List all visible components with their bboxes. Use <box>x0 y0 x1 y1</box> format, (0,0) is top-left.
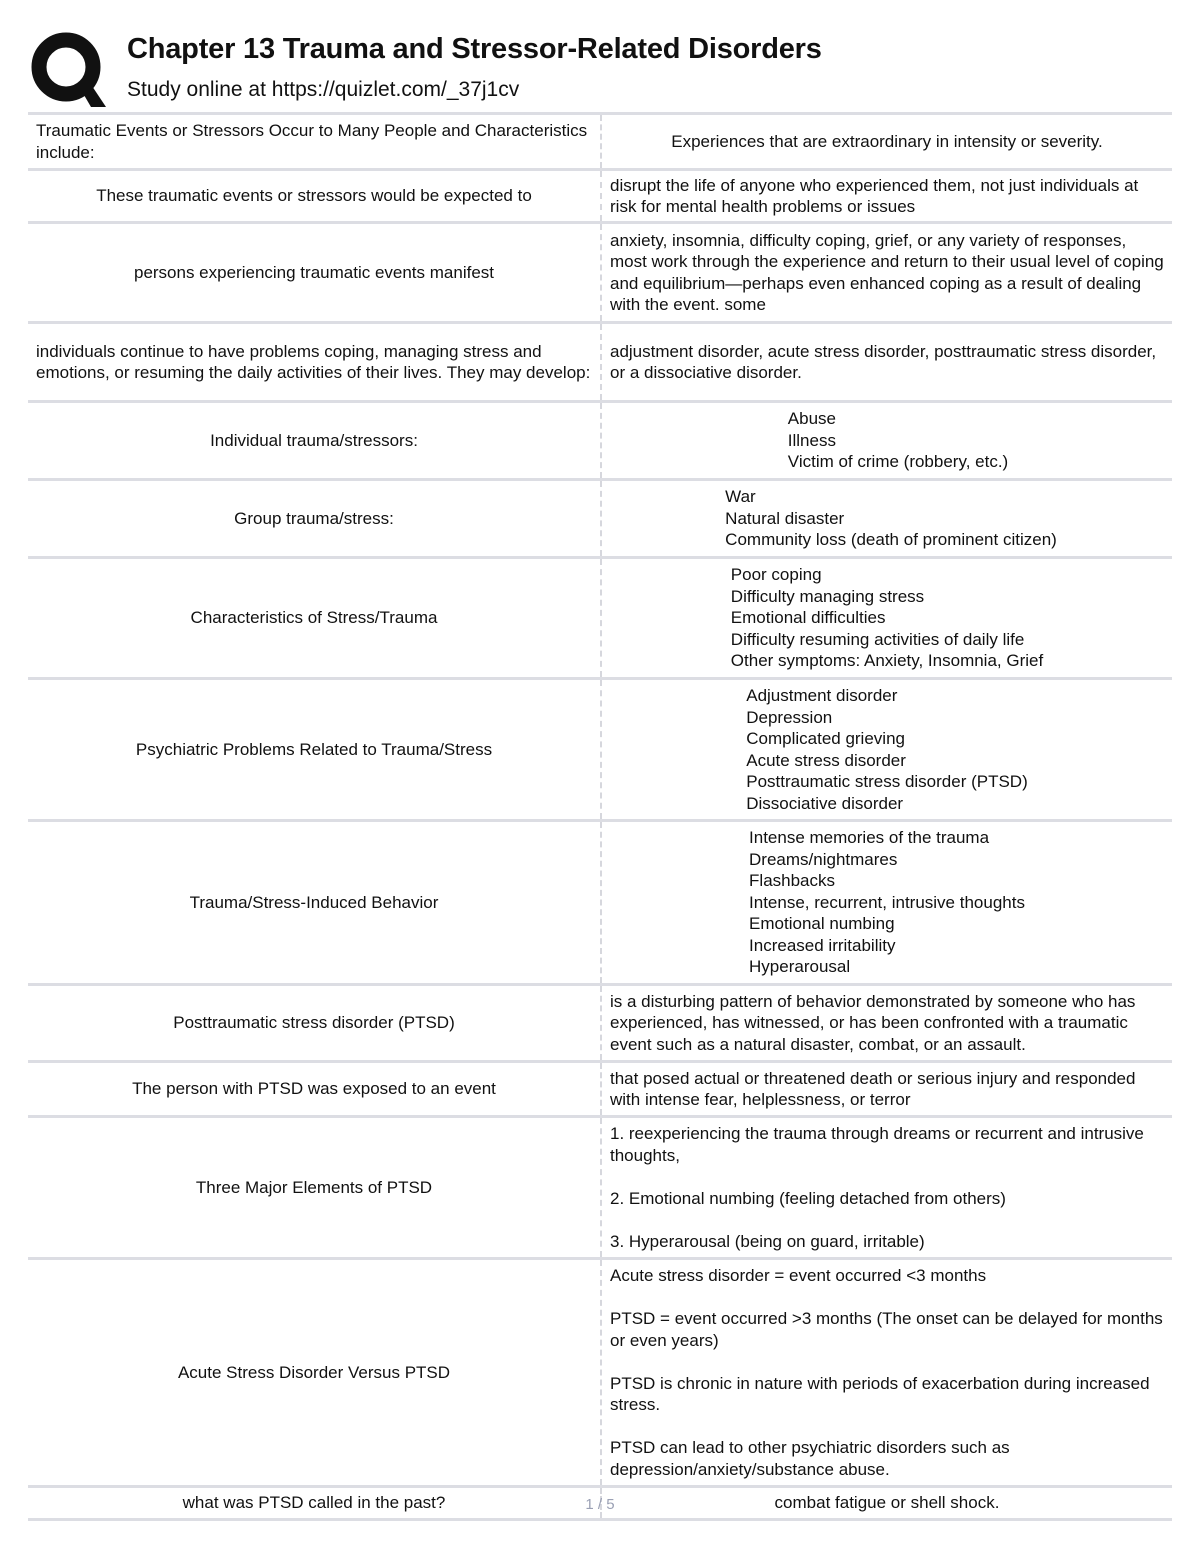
card-definition: combat fatigue or shell shock. <box>600 1488 1172 1518</box>
flashcard-row <box>28 1063 1172 1118</box>
quizlet-logo-icon <box>30 31 106 107</box>
flashcard-row <box>28 680 1172 822</box>
definition-line: Community loss (death of prominent citizen) <box>725 530 1057 550</box>
definition-line: Difficulty resuming activities of daily life <box>730 629 1025 649</box>
card-definition: disrupt the life of anyone who experienced them, not just individuals at risk for mental health problems or issues <box>600 171 1172 221</box>
definition-line: Victim of crime (robbery, etc.) <box>787 452 1009 472</box>
card-term: persons experiencing traumatic events manifest <box>133 262 494 282</box>
definition-line: Hyperarousal <box>749 957 851 977</box>
card-term: what was PTSD called in the past? <box>182 1493 446 1513</box>
card-definition: is a disturbing pattern of behavior demonstrated by someone who has experienced, has witnessed, or has been confronted with a traumatic event such as a natural disaster, combat, or an assault. <box>600 986 1172 1060</box>
definition-paragraph: PTSD is chronic in nature with periods of exacerbation during increased stress. <box>610 1373 1150 1414</box>
flashcard-row <box>28 324 1172 403</box>
definition-line: Emotional numbing <box>749 914 895 934</box>
flashcard-row <box>28 1118 1172 1260</box>
card-definition: anxiety, insomnia, difficulty coping, grief, or any variety of responses, most work through the experience and return to their usual level of coping and equilibrium—perhaps even enhanced coping as a result of dealing with the event. some <box>600 224 1172 321</box>
definition-line: Illness <box>787 430 836 450</box>
definition-line: Natural disaster <box>725 508 845 528</box>
definition-line: Complicated grieving <box>746 729 905 748</box>
card-term: These traumatic events or stressors would be expected to <box>96 186 532 206</box>
definition-line: Adjustment disorder <box>746 686 898 705</box>
definition-paragraph: 1. reexperiencing the trauma through dreams or recurrent and intrusive thoughts, <box>610 1124 1144 1165</box>
flashcard-row <box>28 403 1172 481</box>
definition-line: Posttraumatic stress disorder (PTSD) <box>746 772 1028 791</box>
definition-paragraph: 2. Emotional numbing (feeling detached from others) <box>610 1188 1006 1208</box>
definition-line: Dissociative disorder <box>746 793 904 813</box>
definition-paragraph: PTSD can lead to other psychiatric disorders such as depression/anxiety/substance abuse. <box>610 1438 1010 1479</box>
definition-line: Emotional difficulties <box>730 608 886 628</box>
flashcard-row <box>28 481 1172 559</box>
flashcard-row <box>28 115 1172 171</box>
definition-line: Increased irritability <box>749 935 896 955</box>
flashcard-row <box>28 986 1172 1063</box>
card-term: Characteristics of Stress/Trauma <box>190 608 438 628</box>
definition-paragraph: Acute stress disorder = event occurred <3 months <box>610 1266 987 1285</box>
card-term: Traumatic Events or Stressors Occur to Many People and Characteristics include: <box>36 121 588 162</box>
card-definition <box>600 1260 1172 1485</box>
flashcard-row <box>28 1260 1172 1488</box>
flashcard-row <box>28 171 1172 224</box>
card-definition <box>600 822 1172 983</box>
card-definition <box>600 559 1172 677</box>
definition-line: War <box>725 487 756 507</box>
card-term: Posttraumatic stress disorder (PTSD) <box>173 1013 455 1033</box>
page-header <box>28 28 1178 112</box>
study-link[interactable]: Study online at https://quizlet.com/_37j1cv <box>127 78 520 101</box>
flashcard-table <box>28 112 1172 1521</box>
definition-line: Depression <box>746 707 833 727</box>
card-definition <box>600 1118 1172 1257</box>
flashcard-row <box>28 822 1172 986</box>
card-term: Psychiatric Problems Related to Trauma/Stress <box>135 739 493 759</box>
card-definition <box>600 680 1172 819</box>
card-term: Individual trauma/stressors: <box>210 430 418 450</box>
card-term: Group trauma/stress: <box>234 508 394 528</box>
definition-line: Acute stress disorder <box>746 750 906 770</box>
card-term: Acute Stress Disorder Versus PTSD <box>177 1362 451 1382</box>
definition-line: Dreams/nightmares <box>749 849 898 869</box>
definition-line: Poor coping <box>730 565 822 585</box>
definition-paragraph: PTSD = event occurred >3 months (The onset can be delayed for months or even years) <box>610 1309 1163 1350</box>
card-definition: that posed actual or threatened death or serious injury and responded with intense fear, helplessness, or terror <box>600 1063 1172 1115</box>
card-definition <box>600 481 1172 556</box>
flashcard-row <box>28 224 1172 324</box>
definition-line: Other symptoms: Anxiety, Insomnia, Grief <box>730 651 1044 671</box>
card-definition <box>600 403 1172 478</box>
flashcard-row <box>28 559 1172 680</box>
page-indicator: 1 / 5 <box>585 1496 615 1513</box>
card-definition: adjustment disorder, acute stress disorder, posttraumatic stress disorder, or a dissociative disorder. <box>600 324 1172 400</box>
definition-line: Intense, recurrent, intrusive thoughts <box>749 892 1025 912</box>
page-title: Chapter 13 Trauma and Stressor-Related Disorders <box>127 33 822 65</box>
definition-line: Difficulty managing stress <box>730 586 925 606</box>
definition-line: Abuse <box>787 409 836 429</box>
definition-line: Intense memories of the trauma <box>749 828 990 848</box>
definition-paragraph: 3. Hyperarousal (being on guard, irritable) <box>610 1231 925 1251</box>
card-definition: Experiences that are extraordinary in intensity or severity. <box>600 115 1172 168</box>
definition-line: Flashbacks <box>749 871 836 891</box>
card-term: The person with PTSD was exposed to an event <box>132 1079 496 1099</box>
card-term: individuals continue to have problems coping, managing stress and emotions, or resuming the daily activities of their lives. They may develop: <box>36 341 591 382</box>
card-term: Three Major Elements of PTSD <box>195 1177 433 1197</box>
card-term: Trauma/Stress-Induced Behavior <box>189 892 439 912</box>
